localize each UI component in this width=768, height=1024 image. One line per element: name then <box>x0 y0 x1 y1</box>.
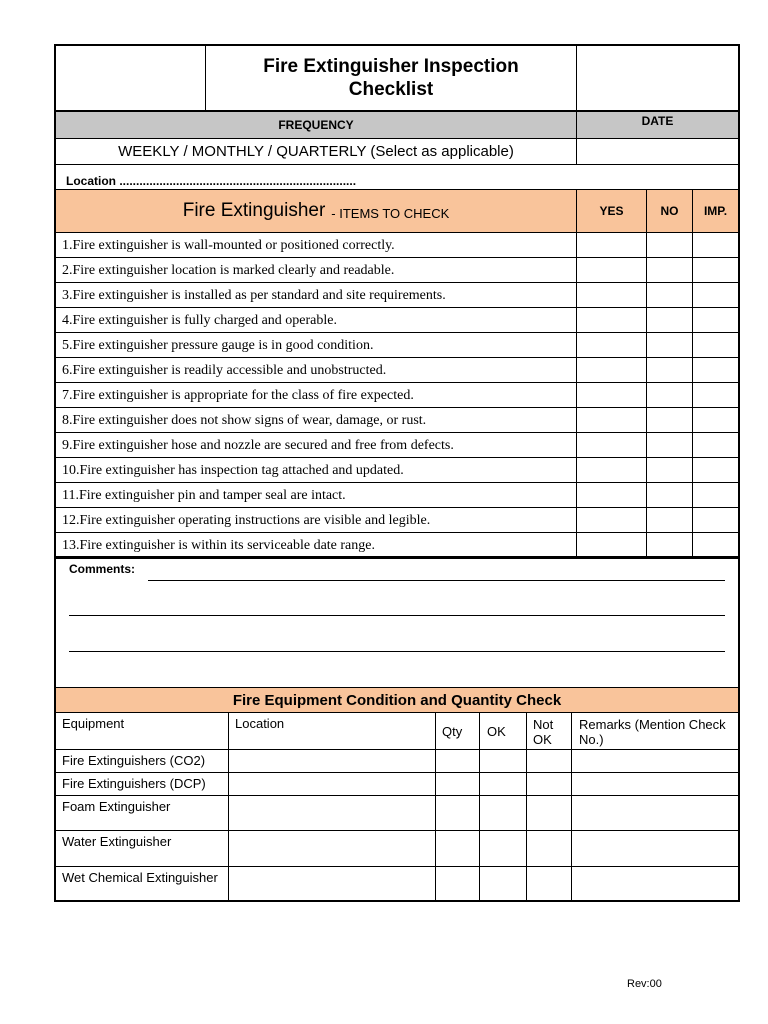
equipment-cell-remarks[interactable] <box>572 795 738 830</box>
equipment-cell-not-ok[interactable] <box>527 866 571 902</box>
equipment-cell-not-ok[interactable] <box>527 830 571 866</box>
equipment-name: Fire Extinguishers (CO2) <box>62 753 206 768</box>
col-yes <box>577 190 646 232</box>
col-yes-label: YES <box>599 204 624 218</box>
col-imp-label: IMP. <box>703 204 728 218</box>
check-cell-no[interactable] <box>647 533 692 558</box>
check-cell-yes[interactable] <box>577 433 646 458</box>
equipment-cell-not-ok[interactable] <box>527 749 571 772</box>
col-imp <box>693 190 738 232</box>
comments-line[interactable] <box>148 580 725 581</box>
check-cell-yes[interactable] <box>577 308 646 333</box>
check-cell-imp[interactable] <box>693 508 738 533</box>
col-no <box>647 190 692 232</box>
equipment-cell-remarks[interactable] <box>572 866 738 902</box>
comments-label-text: Comments: <box>69 562 136 576</box>
equipment-cell-remarks[interactable] <box>572 772 738 795</box>
equipment-cell-location[interactable] <box>229 795 435 830</box>
location-field[interactable] <box>66 172 356 190</box>
check-cell-yes[interactable] <box>577 283 646 308</box>
equipment-name: Foam Extinguisher <box>62 799 171 814</box>
equipment-cell-remarks[interactable] <box>572 749 738 772</box>
check-cell-no[interactable] <box>647 358 692 383</box>
page-title: Fire Extinguisher Inspection Checklist <box>263 55 519 100</box>
equipment-section-header <box>56 688 738 712</box>
section-title: Fire Extinguisher <box>182 200 326 221</box>
comments-label <box>69 562 135 576</box>
equipment-title: Fire Equipment Condition and Quantity Check <box>232 691 562 709</box>
check-cell-yes[interactable] <box>577 483 646 508</box>
check-cell-imp[interactable] <box>693 483 738 508</box>
equipment-name: Water Extinguisher <box>62 834 172 849</box>
checklist-item: 13.Fire extinguisher is within its serviceable date range. <box>62 538 375 553</box>
equipment-cell-location[interactable] <box>229 749 435 772</box>
frequency-value-text: WEEKLY / MONTHLY / QUARTERLY (Select as applicable) <box>118 143 514 160</box>
check-cell-no[interactable] <box>647 508 692 533</box>
check-cell-yes[interactable] <box>577 333 646 358</box>
check-cell-no[interactable] <box>647 233 692 258</box>
checklist-item: 3.Fire extinguisher is installed as per standard and site requirements. <box>62 288 446 303</box>
revision-label <box>627 978 662 990</box>
check-cell-yes[interactable] <box>577 458 646 483</box>
equipment-cell-qty[interactable] <box>436 772 479 795</box>
equipment-cell-ok[interactable] <box>480 749 526 772</box>
check-cell-no[interactable] <box>647 433 692 458</box>
equipment-cell-qty[interactable] <box>436 830 479 866</box>
equipment-cell-ok[interactable] <box>480 795 526 830</box>
equipment-cell-location[interactable] <box>229 866 435 902</box>
equipment-cell-ok[interactable] <box>480 830 526 866</box>
comments-line[interactable] <box>69 615 725 616</box>
check-cell-imp[interactable] <box>693 283 738 308</box>
date-field[interactable] <box>577 139 738 164</box>
eq-header-not-ok: Not OK <box>533 717 554 747</box>
checklist-item: 5.Fire extinguisher pressure gauge is in good condition. <box>62 338 374 353</box>
check-cell-yes[interactable] <box>577 258 646 283</box>
equipment-cell-ok[interactable] <box>480 772 526 795</box>
check-cell-no[interactable] <box>647 308 692 333</box>
frequency-header <box>56 112 576 138</box>
checklist-item: 7.Fire extinguisher is appropriate for the class of fire expected. <box>62 388 414 403</box>
eq-header-location: Location <box>235 716 285 731</box>
eq-header-ok: OK <box>487 724 506 739</box>
checklist-item: 9.Fire extinguisher hose and nozzle are secured and free from defects. <box>62 438 454 453</box>
check-cell-imp[interactable] <box>693 408 738 433</box>
equipment-cell-qty[interactable] <box>436 795 479 830</box>
equipment-cell-not-ok[interactable] <box>527 795 571 830</box>
check-cell-imp[interactable] <box>693 333 738 358</box>
date-header <box>577 112 738 138</box>
check-cell-no[interactable] <box>647 458 692 483</box>
equipment-cell-not-ok[interactable] <box>527 772 571 795</box>
items-section-header <box>56 190 576 232</box>
checklist-item: 4.Fire extinguisher is fully charged and operable. <box>62 313 337 328</box>
divider <box>54 712 740 713</box>
comments-line[interactable] <box>69 651 725 652</box>
checklist-item: 8.Fire extinguisher does not show signs of wear, damage, or rust. <box>62 413 427 428</box>
eq-header-remarks: Remarks (Mention Check No.) <box>579 717 726 747</box>
checklist-item: 6.Fire extinguisher is readily accessible and unobstructed. <box>62 363 387 378</box>
check-cell-imp[interactable] <box>693 458 738 483</box>
checklist-item: 12.Fire extinguisher operating instructions are visible and legible. <box>62 513 431 528</box>
location-label: Location ....................................................................... <box>66 174 357 188</box>
check-cell-imp[interactable] <box>693 258 738 283</box>
frequency-label: FREQUENCY <box>278 118 354 132</box>
check-cell-imp[interactable] <box>693 383 738 408</box>
check-cell-no[interactable] <box>647 333 692 358</box>
checklist-item: 10.Fire extinguisher has inspection tag attached and updated. <box>62 463 404 478</box>
check-cell-no[interactable] <box>647 383 692 408</box>
check-cell-imp[interactable] <box>693 233 738 258</box>
equipment-name: Wet Chemical Extinguisher <box>62 870 218 885</box>
eq-header-equipment: Equipment <box>62 716 125 731</box>
check-cell-no[interactable] <box>647 258 692 283</box>
eq-header-qty: Qty <box>442 724 463 739</box>
date-label: DATE <box>641 114 674 128</box>
check-cell-yes[interactable] <box>577 508 646 533</box>
equipment-cell-qty[interactable] <box>436 866 479 902</box>
equipment-cell-location[interactable] <box>229 830 435 866</box>
equipment-cell-location[interactable] <box>229 772 435 795</box>
check-cell-yes[interactable] <box>577 533 646 558</box>
check-cell-no[interactable] <box>647 408 692 433</box>
section-subtitle: - ITEMS TO CHECK <box>331 205 450 221</box>
checklist-item: 2.Fire extinguisher location is marked clearly and readable. <box>62 263 395 278</box>
check-cell-imp[interactable] <box>693 533 738 558</box>
check-cell-imp[interactable] <box>693 358 738 383</box>
equipment-cell-ok[interactable] <box>480 866 526 902</box>
check-cell-imp[interactable] <box>693 433 738 458</box>
col-no-label: NO <box>660 204 679 218</box>
check-cell-yes[interactable] <box>577 408 646 433</box>
check-cell-no[interactable] <box>647 483 692 508</box>
checklist-item: 1.Fire extinguisher is wall-mounted or positioned correctly. <box>62 238 395 253</box>
check-cell-yes[interactable] <box>577 233 646 258</box>
check-cell-no[interactable] <box>647 283 692 308</box>
equipment-name: Fire Extinguishers (DCP) <box>62 776 206 791</box>
check-cell-imp[interactable] <box>693 308 738 333</box>
check-cell-yes[interactable] <box>577 383 646 408</box>
check-cell-yes[interactable] <box>577 358 646 383</box>
divider <box>54 164 740 165</box>
frequency-value[interactable] <box>56 139 576 164</box>
equipment-cell-remarks[interactable] <box>572 830 738 866</box>
revision-text: Rev:00 <box>627 978 662 990</box>
equipment-cell-qty[interactable] <box>436 749 479 772</box>
checklist-item: 11.Fire extinguisher pin and tamper seal are intact. <box>62 488 346 503</box>
